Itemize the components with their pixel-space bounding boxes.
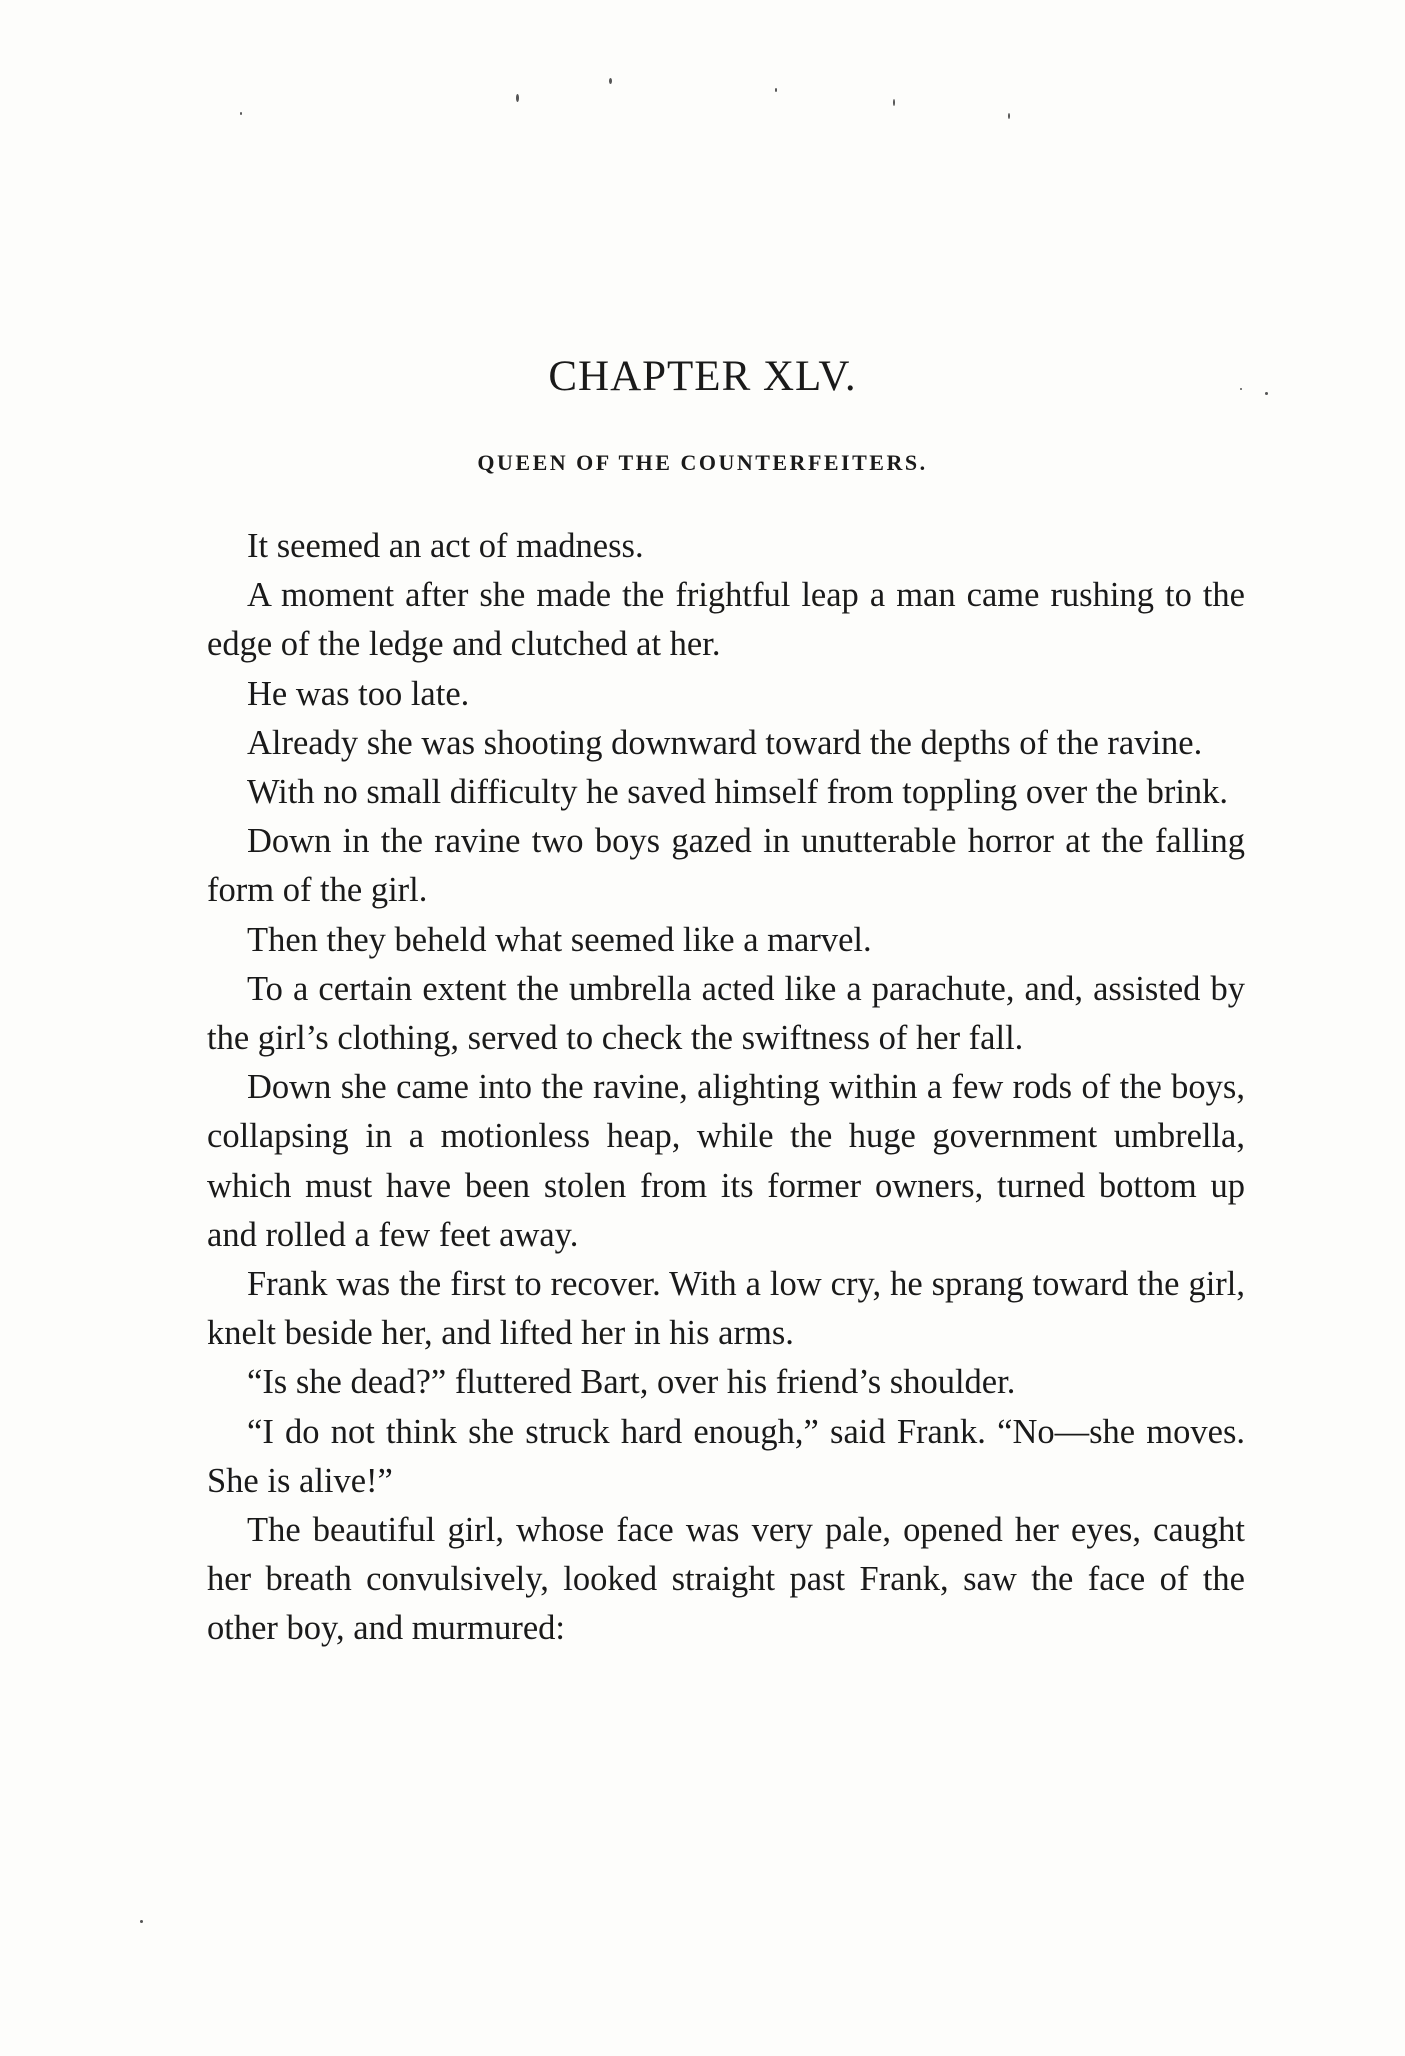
paragraph: Down in the ravine two boys gazed in unutterable horror at the falling form of the girl. <box>207 822 1245 910</box>
scan-speck <box>775 88 777 92</box>
paragraph: A moment after she made the frightful leap a man came rushing to the edge of the ledge and clutched at her. <box>207 576 1245 664</box>
paragraph: Frank was the first to recover. With a low cry, he sprang toward the girl, knelt beside her, and lifted her in his arms. <box>207 1265 1245 1353</box>
paragraph: He was too late. <box>247 674 470 713</box>
scan-speck <box>1008 113 1010 119</box>
paragraph: With no small difficulty he saved himself from toppling over the brink. <box>247 773 1229 812</box>
scan-speck <box>609 78 612 84</box>
paragraph: Then they beheld what seemed like a marvel. <box>247 920 872 959</box>
paragraph: The beautiful girl, whose face was very pale, opened her eyes, caught her breath convulsively, looked straight past Frank, saw the face of the other boy, and murmured: <box>207 1511 1245 1648</box>
body-text <box>207 522 1245 1654</box>
paragraph: To a certain extent the umbrella acted like a parachute, and, assisted by the girl’s clothing, served to check the swiftness of her fall. <box>207 969 1245 1058</box>
chapter-title: CHAPTER XLV. <box>548 353 857 400</box>
scan-speck <box>516 94 519 102</box>
paragraph: It seemed an act of madness. <box>247 527 644 565</box>
paragraph: Down she came into the ravine, alighting within a few rods of the boys, collapsing in a motionless heap, while the huge government umbrella, which must have been stolen from its former owners, turned bottom up and rolled a few feet away. <box>207 1068 1245 1254</box>
paragraph: “Is she dead?” fluttered Bart, over his friend’s shoulder. <box>247 1363 1016 1402</box>
chapter-subtitle: QUEEN OF THE COUNTERFEITERS. <box>477 450 928 475</box>
paragraph: Already she was shooting downward toward the depths of the ravine. <box>247 723 1203 762</box>
scan-speck <box>893 99 895 106</box>
scan-speck <box>240 112 242 115</box>
paragraph: “I do not think she struck hard enough,” said Frank. “No—she moves. She is alive!” <box>207 1412 1245 1500</box>
scan-speck <box>140 1920 143 1923</box>
